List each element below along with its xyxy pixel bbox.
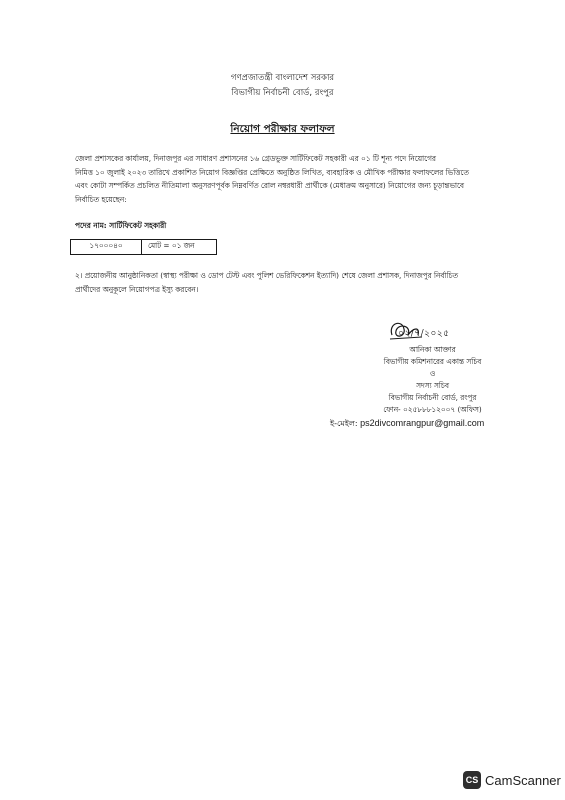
header-government: গণপ্রজাতন্ত্রী বাংলাদেশ সরকার (230, 73, 335, 83)
signatory-office: বিভাগীয় নির্বাচনী বোর্ড, রংপুর (388, 393, 477, 402)
paragraph-1-line: নিমিত্ত ১০ জুলাই ২০২৩ তারিখে প্রকাশিত নিয়োগ বিজ্ঞপ্তির প্রেক্ষিতে অনুষ্ঠিত লিখিত, ব্যবহারিক ও মৌখিক পরীক্ষার ফলাফলের ভিত্তিতে (75, 167, 469, 177)
roll-number-cell: ১৭০০০৪০ (71, 240, 142, 255)
header-board: বিভাগীয় নির্বাচনী বোর্ড, রংপুর (231, 88, 334, 98)
signature-date: ০২/৭/২০২৫ (398, 329, 450, 339)
email-address: ps2divcomrangpur@gmail.com (360, 418, 485, 428)
conjunction: ও (429, 369, 436, 378)
paragraph-2-line: ২। প্রয়োজনীয় আনুষ্ঠানিকতা (স্বাস্থ্য পরীক্ষা ও ডোপ টেস্ট এবং পুলিশ ভেরিফিকেশন ইত্যাদি) শেষে জেলা প্রশাসক, দিনাজপুর নির্বাচিত (75, 271, 459, 280)
paragraph-1-line: এবং কোটা সম্পর্কিত প্রচলিত নীতিমালা অনুসরণপূর্বক নিম্নবর্ণিত রোল নম্বরধারী প্রার্থীকে (মেধাক্রম অনুসারে) নিয়োগের জন্য চূড়ান্তভাবে (75, 181, 464, 190)
result-table (70, 239, 217, 255)
paragraph-2-line: প্রার্থীদের অনুকূলে নিয়োগপত্র ইস্যু করবেন। (75, 284, 199, 294)
total-cell: মোট = ০১ জন (142, 240, 217, 255)
signatory-name: আনিকা আক্তার (409, 345, 456, 354)
camscanner-watermark (463, 770, 561, 790)
camscanner-logo-icon: CS (463, 771, 481, 789)
post-name: পদের নাম: সার্টিফিকেট সহকারী (75, 221, 167, 230)
table-row (71, 240, 217, 255)
paragraph-2 (75, 269, 493, 296)
email-line (330, 418, 484, 431)
page-title: নিয়োগ পরীক্ষার ফলাফল (230, 123, 335, 135)
paragraph-1-line: জেলা প্রশাসকের কার্যালয়, দিনাজপুর এর সাধারণ প্রশাসনের ১৬ গ্রেডভুক্ত সার্টিফিকেট সহকারী এর ০১ টি শূন্য পদে নিয়োগের (75, 154, 436, 163)
email-label: ই-মেইল: (330, 419, 358, 428)
signatory-role: সদস্য সচিব (416, 381, 449, 390)
paragraph-1-line: নির্বাচিত হয়েছেন: (75, 194, 127, 204)
camscanner-text: CamScanner (485, 772, 561, 788)
phone-number: ফোন- ০২৫৮৮৮১২০০৭ (অফিস) (383, 405, 482, 414)
signatory-designation: বিভাগীয় কমিশনারের একান্ত সচিব (383, 357, 482, 366)
paragraph-1 (75, 152, 493, 206)
